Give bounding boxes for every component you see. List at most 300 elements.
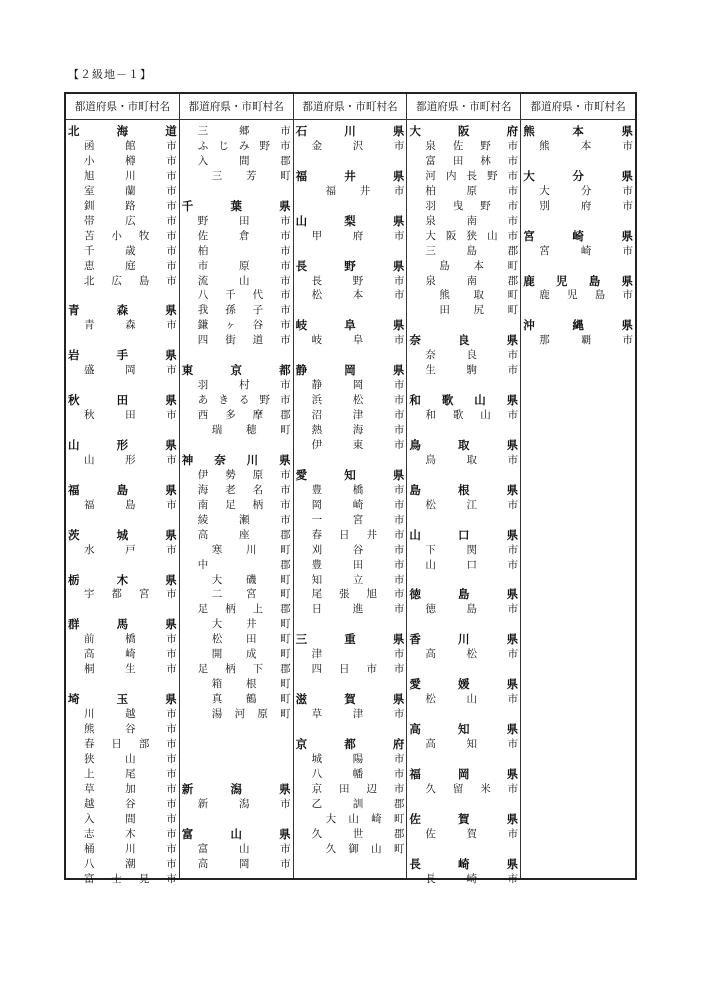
municipality-entry <box>66 827 179 842</box>
municipality-entry <box>180 587 293 602</box>
municipality-entry <box>294 288 407 303</box>
municipality-name: 足 柄 下 郡 <box>197 663 291 676</box>
municipality-name: 浜 松 市 <box>311 394 405 407</box>
municipality-entry <box>294 378 407 393</box>
municipality-entry <box>294 333 407 348</box>
municipality-entry <box>66 184 179 199</box>
table-column-3 <box>294 94 408 878</box>
municipality-name: 山 形 市 <box>84 453 177 466</box>
municipality-name: 高 知 市 <box>425 737 519 750</box>
municipality-name: 鹿 児 島 市 <box>539 289 633 302</box>
prefecture-entry <box>407 587 520 602</box>
prefecture-name: 長 野 県 <box>295 258 405 273</box>
municipality-entry <box>66 707 179 722</box>
municipality-name: 三 郷 市 <box>197 125 291 137</box>
municipality-entry <box>66 154 179 169</box>
municipality-entry <box>180 797 293 812</box>
municipality-entry <box>180 378 293 393</box>
municipality-entry <box>294 587 407 602</box>
municipality-name: 秋 田 市 <box>84 409 177 422</box>
prefecture-entry <box>66 573 179 588</box>
municipality-entry <box>294 797 407 812</box>
prefecture-name: 熊 本 県 <box>523 124 633 138</box>
municipality-entry <box>180 573 293 588</box>
prefecture-entry <box>521 229 635 244</box>
prefecture-entry <box>180 453 293 468</box>
municipality-name: 高 崎 市 <box>84 648 177 661</box>
municipality-entry <box>407 558 520 573</box>
municipality-entry <box>294 767 407 782</box>
prefecture-name: 鳥 取 県 <box>409 437 519 452</box>
prefecture-name: 宮 崎 県 <box>523 228 633 243</box>
municipality-name: 徳 島 市 <box>425 603 519 616</box>
municipality-name: 刈 谷 市 <box>311 543 405 556</box>
municipality-entry <box>407 169 520 184</box>
municipality-entry <box>294 812 407 827</box>
municipality-entry <box>66 139 179 154</box>
prefecture-entry <box>407 124 520 139</box>
municipality-entry <box>180 139 293 154</box>
prefecture-entry <box>66 692 179 707</box>
municipality-entry <box>66 857 179 872</box>
municipality-entry <box>180 662 293 677</box>
municipality-name: 市 原 市 <box>197 259 291 272</box>
municipality-entry <box>66 453 179 468</box>
prefecture-entry <box>407 632 520 647</box>
municipality-name: 那 覇 市 <box>539 334 633 347</box>
municipality-entry <box>294 543 407 558</box>
municipality-name: 釧 路 市 <box>84 199 177 212</box>
prefecture-name: 東 京 都 <box>181 363 291 378</box>
prefecture-name: 岩 手 県 <box>68 348 177 363</box>
prefecture-name: 愛 知 県 <box>295 467 405 482</box>
prefecture-name: 静 岡 県 <box>295 363 405 378</box>
municipality-entry <box>180 692 293 707</box>
municipality-name: 旭 川 市 <box>84 169 177 182</box>
municipality-entry <box>407 259 520 274</box>
municipality-name: 入 間 市 <box>84 812 177 825</box>
municipality-name: 福 井 市 <box>325 184 405 197</box>
prefecture-name: 三 重 県 <box>295 632 405 647</box>
municipality-name: 甲 府 市 <box>311 229 405 242</box>
municipality-entry <box>180 468 293 483</box>
municipality-name: 桶 川 市 <box>84 842 177 855</box>
municipality-entry <box>294 752 407 767</box>
municipality-name: 奈 良 市 <box>425 349 519 362</box>
municipality-entry <box>294 842 407 857</box>
municipality-entry <box>294 827 407 842</box>
municipality-name: 大 山 崎 町 <box>325 812 405 825</box>
municipality-entry <box>66 737 179 752</box>
municipality-name: 久 世 郡 <box>311 827 405 840</box>
municipality-name: 真 鶴 町 <box>211 693 291 706</box>
table-column-5 <box>521 94 635 878</box>
prefecture-entry <box>294 468 407 483</box>
municipality-name: 豊 橋 市 <box>311 483 405 496</box>
prefecture-entry <box>66 303 179 318</box>
municipality-entry <box>521 244 635 259</box>
municipality-entry <box>294 393 407 408</box>
municipality-name: 沼 津 市 <box>311 409 405 422</box>
municipality-entry <box>294 782 407 797</box>
municipality-name: 松 江 市 <box>425 498 519 511</box>
municipality-name: 北 広 島 市 <box>84 274 177 287</box>
prefecture-name: 山 梨 県 <box>295 213 405 228</box>
municipality-entry <box>407 139 520 154</box>
prefecture-name: 大 分 県 <box>523 168 633 183</box>
prefecture-name: 北 海 道 <box>68 124 177 138</box>
municipality-entry <box>180 707 293 722</box>
municipality-name: 知 立 市 <box>311 573 405 586</box>
municipality-entry <box>180 259 293 274</box>
municipality-entry <box>521 184 635 199</box>
municipality-name: 熊 取 町 <box>439 289 519 302</box>
municipality-entry <box>180 154 293 169</box>
municipality-entry <box>294 602 407 617</box>
municipality-entry <box>521 333 635 348</box>
municipality-entry <box>180 274 293 289</box>
municipality-name: 島 本 町 <box>439 259 519 272</box>
municipality-entry <box>66 363 179 378</box>
prefecture-entry <box>407 333 520 348</box>
municipality-entry <box>66 259 179 274</box>
municipality-entry <box>294 184 407 199</box>
municipality-entry <box>407 288 520 303</box>
municipality-entry <box>180 647 293 662</box>
prefecture-entry <box>407 722 520 737</box>
municipality-entry <box>180 288 293 303</box>
municipality-entry <box>180 842 293 857</box>
municipality-entry <box>66 408 179 423</box>
municipality-entry <box>66 244 179 259</box>
prefecture-name: 愛 媛 県 <box>409 677 519 692</box>
municipality-name: 金 沢 市 <box>311 139 405 152</box>
municipality-name: 湯 河 原 町 <box>211 708 291 721</box>
prefecture-entry <box>407 677 520 692</box>
municipality-name: 静 岡 市 <box>311 379 405 392</box>
municipality-entry <box>66 274 179 289</box>
municipality-name: 桐 生 市 <box>84 663 177 676</box>
column-header: 都道府県・市町村名 <box>180 94 293 120</box>
municipality-entry <box>66 722 179 737</box>
municipality-entry <box>180 169 293 184</box>
municipality-entry <box>180 214 293 229</box>
municipality-name: 新 潟 市 <box>197 797 291 810</box>
municipality-name: 豊 田 市 <box>311 558 405 571</box>
page-heading: 【２級地－１】 <box>68 68 152 81</box>
municipality-name: 泉 佐 野 市 <box>425 139 519 152</box>
municipality-name: 生 駒 市 <box>425 364 519 377</box>
municipality-entry <box>180 303 293 318</box>
municipality-entry <box>294 498 407 513</box>
municipality-name: 福 島 市 <box>84 498 177 511</box>
prefecture-entry <box>407 483 520 498</box>
prefecture-entry <box>407 438 520 453</box>
prefecture-name: 新 潟 県 <box>181 781 291 796</box>
municipality-entry <box>66 632 179 647</box>
municipality-name: 長 崎 市 <box>425 872 519 885</box>
municipality-name: 八 千 代 市 <box>197 289 291 302</box>
prefecture-name: 石 川 県 <box>295 124 405 138</box>
prefecture-name: 福 井 県 <box>295 168 405 183</box>
municipality-name: 泉 南 郡 <box>425 274 519 287</box>
municipality-name: 越 谷 市 <box>84 797 177 810</box>
municipality-name: 富 山 市 <box>197 842 291 855</box>
municipality-entry <box>66 587 179 602</box>
municipality-name: 伊 東 市 <box>311 438 405 451</box>
prefecture-name: 山 口 県 <box>409 527 519 542</box>
municipality-name: 瑞 穂 町 <box>211 424 291 436</box>
municipality-name: 流 山 市 <box>197 274 291 287</box>
municipality-name: 三 芳 町 <box>211 169 291 182</box>
municipality-name: 春 日 井 市 <box>311 528 405 541</box>
municipality-entry <box>66 498 179 513</box>
municipality-entry <box>407 782 520 797</box>
municipality-name: 野 田 市 <box>197 214 291 227</box>
prefecture-entry <box>294 124 407 139</box>
municipality-entry <box>294 139 407 154</box>
prefecture-entry <box>66 617 179 632</box>
municipality-name: 山 口 市 <box>425 558 519 571</box>
municipality-entry <box>294 707 407 722</box>
prefecture-entry <box>180 782 293 797</box>
prefecture-name: 群 馬 県 <box>68 617 177 632</box>
prefecture-entry <box>294 737 407 752</box>
municipality-name: 松 山 市 <box>425 693 519 706</box>
municipality-name: 箱 根 町 <box>211 678 291 691</box>
municipality-entry <box>407 154 520 169</box>
municipality-name: あ き る 野 市 <box>197 394 291 407</box>
municipality-name: 四 日 市 市 <box>311 663 405 676</box>
municipality-name: 尾 張 旭 市 <box>311 588 405 601</box>
municipality-name: 高 岡 市 <box>197 857 291 870</box>
municipality-name: 鎌 ヶ 谷 市 <box>197 319 291 332</box>
municipality-name: 入 間 郡 <box>197 154 291 167</box>
municipality-name: 足 柄 上 郡 <box>197 603 291 616</box>
municipality-name: 青 森 市 <box>84 319 177 332</box>
municipality-entry <box>407 453 520 468</box>
prefecture-name: 富 山 県 <box>181 826 291 841</box>
municipality-entry <box>294 274 407 289</box>
municipality-entry <box>407 199 520 214</box>
municipality-entry <box>180 244 293 259</box>
prefecture-entry <box>180 199 293 214</box>
municipality-entry <box>180 617 293 632</box>
municipality-entry <box>66 169 179 184</box>
municipality-name: 水 戸 市 <box>84 543 177 556</box>
municipality-entry <box>521 139 635 154</box>
municipality-name: 八 潮 市 <box>84 857 177 870</box>
prefecture-name: 徳 島 県 <box>409 587 519 602</box>
municipality-name: 柏 原 市 <box>425 184 519 197</box>
prefecture-name: 栃 木 県 <box>68 572 177 587</box>
table-column-4 <box>407 94 521 885</box>
municipality-name: 長 野 市 <box>311 274 405 287</box>
prefecture-name: 青 森 県 <box>68 303 177 318</box>
municipality-entry <box>180 333 293 348</box>
municipality-entry <box>407 498 520 513</box>
municipality-name: 海 老 名 市 <box>197 483 291 496</box>
prefecture-name: 和 歌 山 県 <box>409 393 519 408</box>
prefecture-entry <box>407 528 520 543</box>
prefecture-name: 島 根 県 <box>409 482 519 497</box>
municipality-name: 津 市 <box>311 648 405 661</box>
prefecture-name: 茨 城 県 <box>68 527 177 542</box>
municipality-name: 熱 海 市 <box>311 424 405 436</box>
table-column-2 <box>180 94 294 878</box>
municipality-name: 八 幡 市 <box>311 767 405 780</box>
municipality-entry <box>521 199 635 214</box>
municipality-entry <box>407 737 520 752</box>
municipality-name: 和 歌 山 市 <box>425 409 519 422</box>
prefecture-entry <box>66 483 179 498</box>
municipality-name: 四 街 道 市 <box>197 334 291 347</box>
municipality-name: 恵 庭 市 <box>84 259 177 272</box>
municipality-entry <box>180 513 293 528</box>
municipality-entry <box>294 558 407 573</box>
municipality-name: 熊 本 市 <box>539 139 633 152</box>
prefecture-name: 秋 田 県 <box>68 393 177 408</box>
prefecture-entry <box>294 259 407 274</box>
municipality-name: 別 府 市 <box>539 199 633 212</box>
prefecture-name: 千 葉 県 <box>181 198 291 213</box>
municipality-entry <box>294 483 407 498</box>
prefecture-entry <box>66 348 179 363</box>
prefecture-name: 長 崎 県 <box>409 856 519 871</box>
municipality-name: 富 士 見 市 <box>84 872 177 885</box>
municipality-name: 高 座 郡 <box>197 528 291 541</box>
column-header: 都道府県・市町村名 <box>294 94 407 120</box>
municipality-entry <box>66 812 179 827</box>
municipality-name: 一 宮 市 <box>311 513 405 526</box>
prefecture-entry <box>66 124 179 139</box>
municipality-name: 田 尻 町 <box>439 304 519 317</box>
municipality-name: 河 内 長 野 市 <box>425 169 519 182</box>
municipality-name: 盛 岡 市 <box>84 364 177 377</box>
column-header: 都道府県・市町村名 <box>66 94 179 120</box>
municipality-entry <box>294 528 407 543</box>
municipality-entry <box>66 543 179 558</box>
prefecture-name: 岐 阜 県 <box>295 318 405 333</box>
municipality-entry <box>294 647 407 662</box>
municipality-entry <box>407 602 520 617</box>
prefecture-name: 福 岡 県 <box>409 766 519 781</box>
municipality-entry <box>180 318 293 333</box>
municipality-entry <box>66 199 179 214</box>
municipality-entry <box>66 782 179 797</box>
municipality-name: 大 分 市 <box>539 184 633 197</box>
municipality-entry <box>407 214 520 229</box>
municipality-name: 泉 南 市 <box>425 214 519 227</box>
column-header: 都道府県・市町村名 <box>407 94 520 120</box>
prefecture-entry <box>407 812 520 827</box>
municipality-name: 千 歳 市 <box>84 244 177 257</box>
municipality-entry <box>180 528 293 543</box>
prefecture-name: 埼 玉 県 <box>68 692 177 707</box>
municipality-name: 松 本 市 <box>311 289 405 302</box>
municipality-entry <box>407 184 520 199</box>
municipality-name: 三 島 郡 <box>425 244 519 257</box>
municipality-entry <box>66 872 179 887</box>
prefecture-name: 奈 良 県 <box>409 333 519 348</box>
municipality-name: 我 孫 子 市 <box>197 304 291 317</box>
municipality-name: 綾 瀬 市 <box>197 513 291 526</box>
prefecture-name: 京 都 府 <box>295 736 405 751</box>
prefecture-entry <box>521 124 635 139</box>
municipality-name: 乙 訓 郡 <box>311 797 405 810</box>
municipality-entry <box>66 214 179 229</box>
municipality-name: 大 井 町 <box>211 618 291 631</box>
municipality-name: 狭 山 市 <box>84 752 177 765</box>
municipality-name: 鳥 取 市 <box>425 453 519 466</box>
municipality-name: 函 館 市 <box>84 139 177 152</box>
municipality-name: 熊 谷 市 <box>84 723 177 735</box>
municipality-entry <box>294 229 407 244</box>
prefecture-entry <box>294 363 407 378</box>
municipality-entry <box>407 827 520 842</box>
municipality-name: 西 多 摩 郡 <box>197 409 291 422</box>
municipality-name: 苫 小 牧 市 <box>84 229 177 242</box>
municipality-name: 川 越 市 <box>84 708 177 721</box>
prefecture-name: 滋 賀 県 <box>295 692 405 707</box>
municipality-name: 岐 阜 市 <box>311 334 405 347</box>
municipality-entry <box>180 423 293 438</box>
prefecture-entry <box>294 632 407 647</box>
municipality-entry <box>294 438 407 453</box>
municipality-name: 佐 倉 市 <box>197 229 291 242</box>
municipality-entry <box>66 797 179 812</box>
prefecture-entry <box>521 169 635 184</box>
municipality-entry <box>180 543 293 558</box>
prefecture-entry <box>407 857 520 872</box>
prefecture-entry <box>66 393 179 408</box>
prefecture-entry <box>294 214 407 229</box>
municipality-name: 室 蘭 市 <box>84 184 177 197</box>
municipality-entry <box>66 842 179 857</box>
municipality-entry <box>180 393 293 408</box>
municipality-name: 開 成 町 <box>211 648 291 661</box>
municipality-name: 小 樽 市 <box>84 154 177 167</box>
prefecture-entry <box>521 318 635 333</box>
municipality-entry <box>180 408 293 423</box>
municipality-entry <box>66 647 179 662</box>
prefecture-entry <box>294 318 407 333</box>
municipality-entry <box>407 274 520 289</box>
column-header: 都道府県・市町村名 <box>521 94 635 120</box>
municipality-name: 宮 崎 市 <box>539 244 633 257</box>
municipality-entry <box>294 513 407 528</box>
municipality-entry <box>407 348 520 363</box>
table-column-1 <box>66 94 180 885</box>
municipality-name: 大 阪 狭 山 市 <box>425 229 519 242</box>
municipality-entry <box>66 318 179 333</box>
municipality-entry <box>407 244 520 259</box>
municipality-entry <box>66 662 179 677</box>
municipality-name: 大 磯 町 <box>211 573 291 586</box>
municipality-name: 寒 川 町 <box>211 543 291 556</box>
municipality-entry <box>407 408 520 423</box>
prefecture-name: 香 川 県 <box>409 632 519 647</box>
prefecture-entry <box>407 767 520 782</box>
municipality-entry <box>180 857 293 872</box>
municipality-entry <box>294 573 407 588</box>
municipality-name: 草 加 市 <box>84 782 177 795</box>
municipality-name: 富 田 林 市 <box>425 154 519 167</box>
municipality-name: 日 進 市 <box>311 603 405 616</box>
municipality-entry <box>66 229 179 244</box>
municipality-entry <box>407 303 520 318</box>
municipality-name: 柏 市 <box>197 244 291 257</box>
